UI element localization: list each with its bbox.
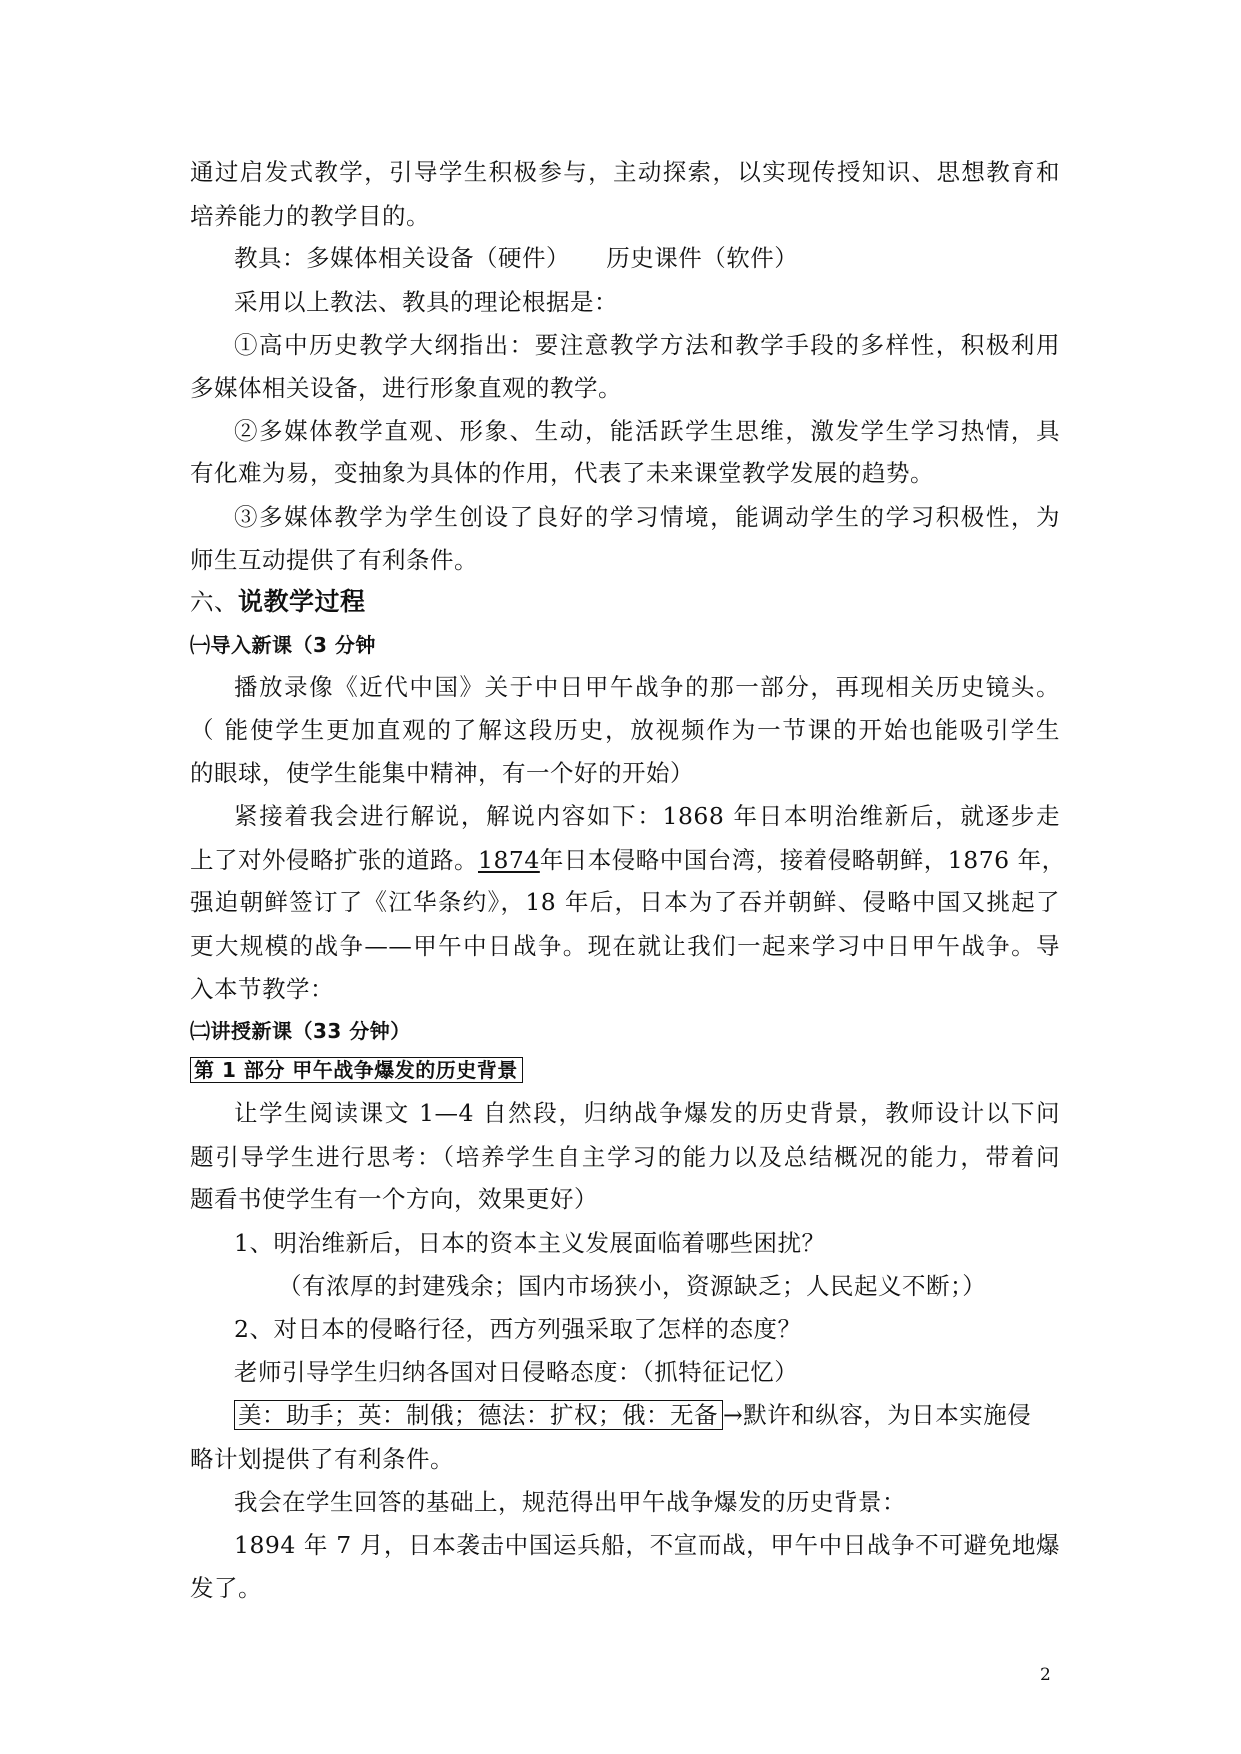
part-heading-box: 第 1 部分 甲午战争爆发的历史背景 [190,1057,523,1083]
paragraph-line: 题看书使学生有一个方向，效果更好） [190,1185,598,1213]
section-heading [190,585,1060,619]
page-number: 2 [1040,1665,1051,1685]
paragraph-line: 紧接着我会进行解说，解说内容如下：1868 年日本明治维新后，就逐步走 [234,802,1060,830]
subsection-heading: ㈡讲授新课（33 分钟） [190,1019,411,1043]
paragraph-line: 强迫朝鲜签订了《江华条约》，18 年后，日本为了吞并朝鲜、侵略中国又挑起了 [190,888,1060,916]
paragraph-line: 略计划提供了有利条件。 [190,1445,454,1473]
paragraph-line: 让学生阅读课文 1—4 自然段，归纳战争爆发的历史背景，教师设计以下问 [234,1099,1060,1127]
paragraph-line: 采用以上教法、教具的理论根据是： [234,288,618,316]
paragraph-line: ③多媒体教学为学生创设了良好的学习情境，能调动学生的学习积极性，为 [234,503,1060,531]
part-heading-line [190,1052,1060,1087]
section-title: 说教学过程 [238,587,366,616]
subsection-heading: ㈠导入新课（3 分钟 [190,633,376,657]
text-span: 年日本侵略中国台湾，接着侵略朝鲜，1876 年， [539,846,1066,874]
answer-line: （有浓厚的封建残余；国内市场狭小，资源缺乏；人民起义不断；） [278,1272,987,1300]
paragraph-line: 师生互动提供了有利条件。 [190,546,478,574]
paragraph-line: 老师引导学生归纳各国对日侵略态度：（抓特征记忆） [234,1358,799,1386]
paragraph-line: ①高中历史教学大纲指出：要注意教学方法和教学手段的多样性，积极利用 [234,331,1060,359]
paragraph-line: （ 能使学生更加直观的了解这段历史，放视频作为一节课的开始也能吸引学生 [190,716,1060,744]
attitude-conclusion: →默许和纵容，为日本实施侵 [723,1401,1032,1429]
paragraph-line: 我会在学生回答的基础上，规范得出甲午战争爆发的历史背景： [234,1488,906,1516]
paragraph-line: 的眼球，使学生能集中精神，有一个好的开始） [190,759,694,787]
paragraph-line [190,843,1066,877]
paragraph-line: 培养能力的教学目的。 [190,202,430,230]
underlined-year: 1874 [478,846,540,874]
question-line: 1、明治维新后，日本的资本主义发展面临着哪些困扰？ [234,1229,826,1257]
attitude-line [234,1398,1104,1432]
paragraph-line: 教具：多媒体相关设备（硬件） 历史课件（软件） [234,244,799,272]
text-span: 上了对外侵略扩张的道路。 [190,846,478,874]
paragraph-line: 1894 年 7 月，日本袭击中国运兵船，不宣而战，甲午中日战争不可避免地爆 [234,1531,1060,1559]
paragraph-line: 通过启发式教学，引导学生积极参与，主动探索，以实现传授知识、思想教育和 [190,158,1060,186]
paragraph-line: 入本节教学： [190,975,334,1003]
paragraph-line: ②多媒体教学直观、形象、生动，能活跃学生思维，激发学生学习热情，具 [234,417,1060,445]
paragraph-line: 更大规模的战争——甲午中日战争。现在就让我们一起来学习中日甲午战争。导 [190,932,1060,960]
paragraph-line: 播放录像《近代中国》关于中日甲午战争的那一部分，再现相关历史镜头。 [234,673,1060,701]
paragraph-line: 发了。 [190,1574,262,1602]
paragraph-line: 有化难为易，变抽象为具体的作用，代表了未来课堂教学发展的趋势。 [190,459,934,487]
paragraph-line: 题引导学生进行思考：（培养学生自主学习的能力以及总结概况的能力，带着问 [190,1143,1060,1171]
section-number: 六、 [190,588,238,616]
question-line: 2、对日本的侵略行径，西方列强采取了怎样的态度？ [234,1315,802,1343]
paragraph-line: 多媒体相关设备，进行形象直观的教学。 [190,374,622,402]
attitude-summary-box: 美：助手；英：制俄；德法：扩权；俄：无备 [234,1400,723,1430]
